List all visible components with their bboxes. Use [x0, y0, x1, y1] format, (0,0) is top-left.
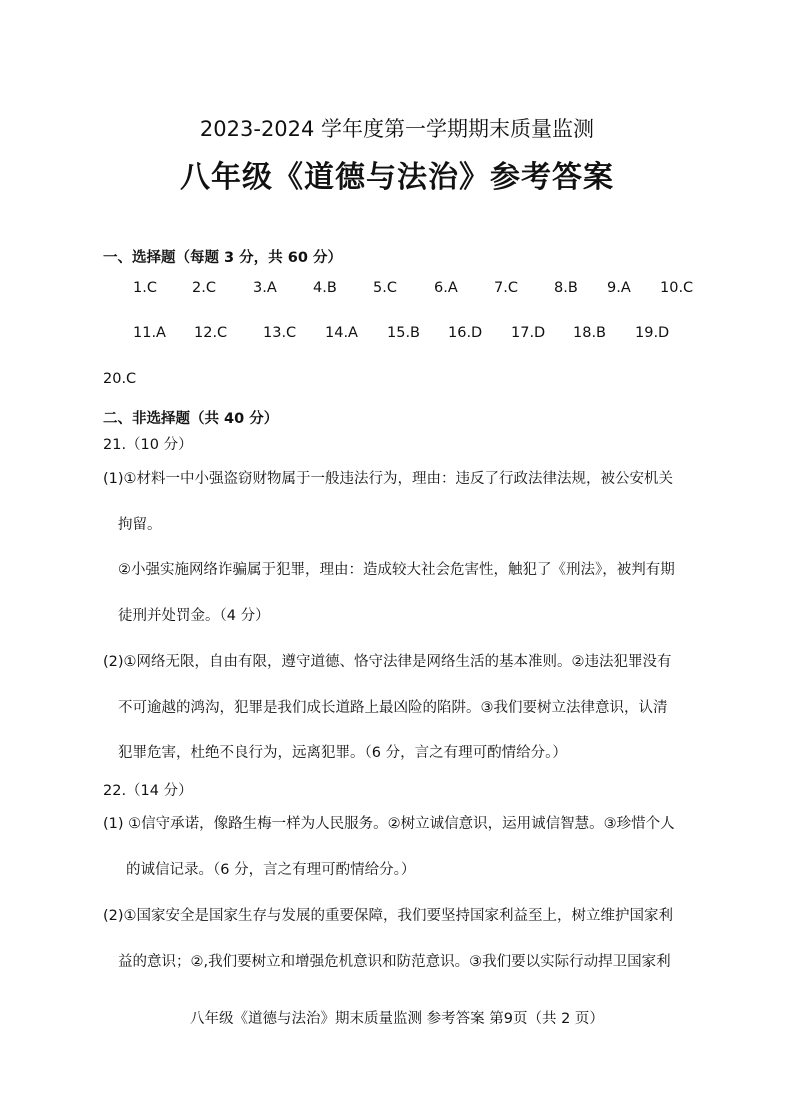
answer-item: 5.C	[373, 280, 397, 296]
answer-item: 13.C	[263, 325, 297, 341]
answer-item: 19.D	[635, 325, 670, 341]
answer-line: ②小强实施网络诈骗属于犯罪，理由：造成较大社会危害性，触犯了《刑法》，被判有期	[118, 562, 675, 578]
answer-line: (1) ①信守承诺，像路生梅一样为人民服务。②树立诚信意识，运用诚信智慧。③珍惜个人	[103, 816, 675, 832]
document-subtitle: 八年级《道德与法治》参考答案	[180, 160, 614, 195]
section1-heading: 一、选择题（每题 3 分，共 60 分）	[103, 250, 342, 266]
answer-line: 犯罪危害，杜绝不良行为，远离犯罪。（6 分，言之有理可酌情给分。）	[118, 745, 567, 761]
answer-item: 12.C	[194, 325, 228, 341]
answer-item: 3.A	[253, 280, 277, 296]
answer-item: 7.C	[494, 280, 518, 296]
answer-item: 1.C	[133, 280, 157, 296]
answer-item: 14.A	[325, 325, 358, 341]
answer-item: 10.C	[660, 280, 694, 296]
answer-item: 4.B	[313, 280, 337, 296]
answer-line: (2)①网络无限，自由有限，遵守道德、恪守法律是网络生活的基本准则。②违法犯罪没有	[103, 654, 672, 670]
answer-item: 18.B	[573, 325, 607, 341]
page-footer: 八年级《道德与法治》期末质量监测 参考答案 第9页（共 2 页）	[190, 1011, 604, 1027]
answer-item: 20.C	[103, 371, 137, 387]
question-title: 21.（10 分）	[103, 437, 193, 453]
answer-line: 益的意识；②,我们要树立和增强危机意识和防范意识。③我们要以实际行动捍卫国家利	[118, 954, 671, 970]
answer-line: (1)①材料一中小强盗窃财物属于一般违法行为，理由：违反了行政法律法规，被公安机关	[103, 471, 674, 487]
answer-item: 9.A	[607, 280, 631, 296]
answer-line: 的诚信记录。（6 分，言之有理可酌情给分。）	[126, 862, 416, 878]
answer-item: 11.A	[133, 325, 166, 341]
answer-item: 8.B	[554, 280, 578, 296]
answer-item: 2.C	[192, 280, 216, 296]
answer-item: 15.B	[387, 325, 421, 341]
answer-line: (2)①国家安全是国家生存与发展的重要保障，我们要坚持国家利益至上，树立维护国家利	[103, 908, 674, 924]
answer-item: 16.D	[448, 325, 483, 341]
answer-item: 17.D	[511, 325, 546, 341]
answer-item: 6.A	[434, 280, 458, 296]
question-title: 22.（14 分）	[103, 783, 193, 799]
answer-line: 徒刑并处罚金。（4 分）	[118, 608, 270, 624]
answer-line: 不可逾越的鸿沟，犯罪是我们成长道路上最凶险的陷阱。③我们要树立法律意识，认清	[118, 700, 668, 716]
section2-heading: 二、非选择题（共 40 分）	[103, 411, 279, 427]
answer-line: 拘留。	[118, 517, 162, 533]
document-title: 2023-2024 学年度第一学期期末质量监测	[199, 117, 595, 141]
